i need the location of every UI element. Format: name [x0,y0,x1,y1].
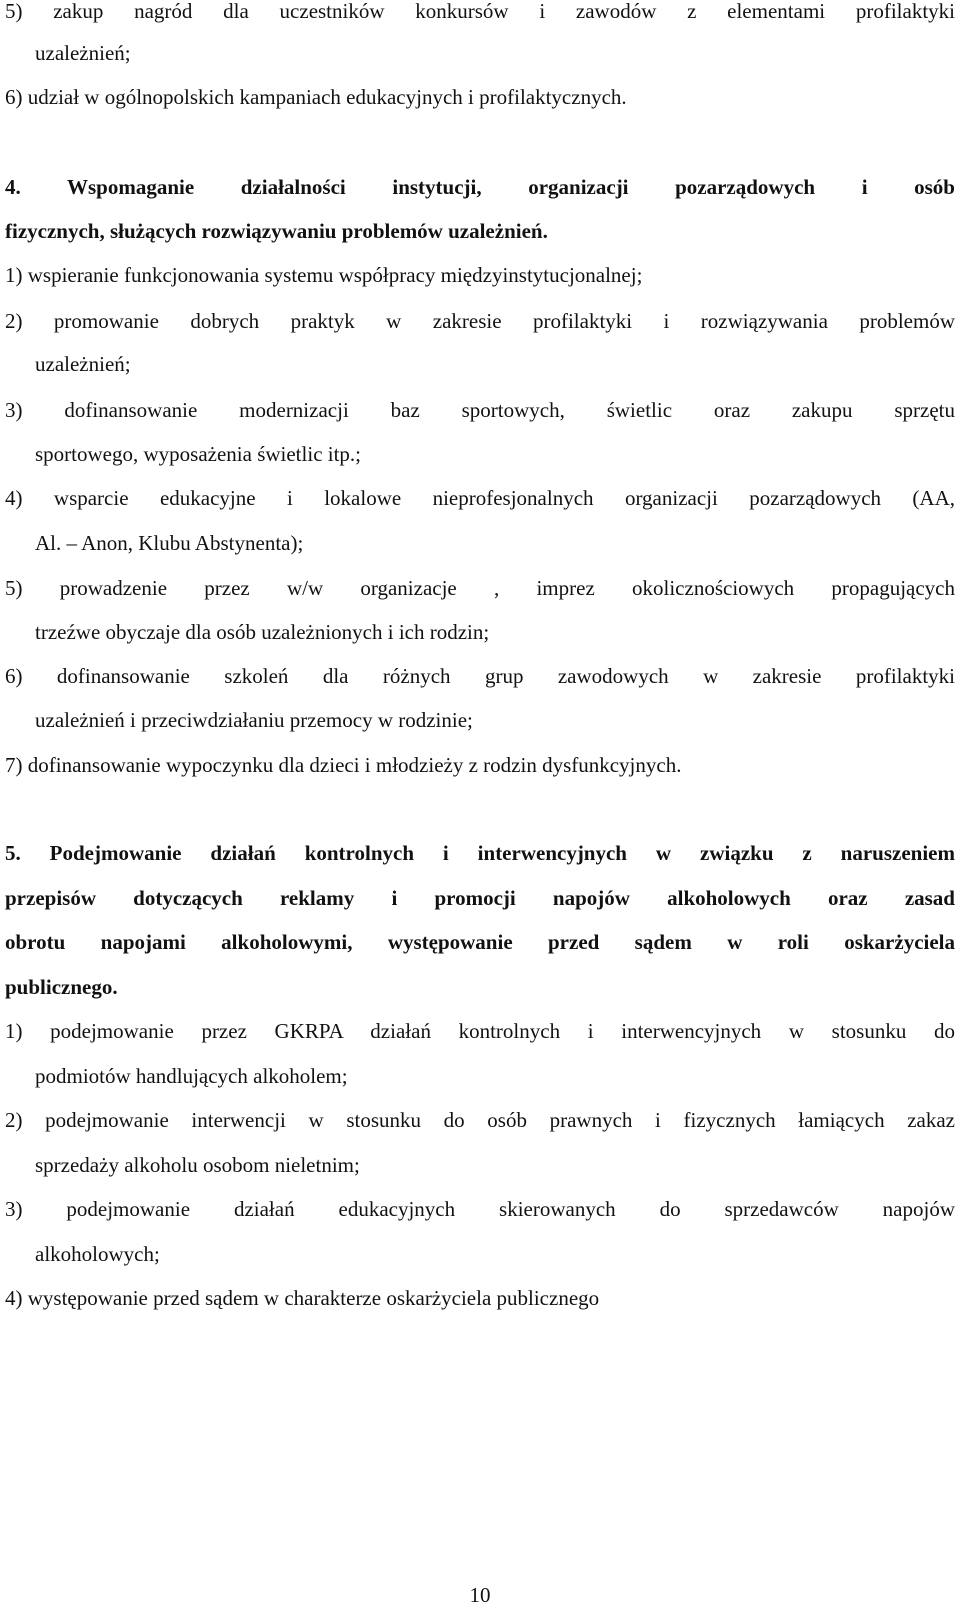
list-item-text: 2) podejmowanie interwencji w stosunku do osób prawnych i fizycznych łamiących zakaz [5,1108,955,1132]
list-item-text: Al. – Anon, Klubu Abstynenta); [35,531,304,555]
section-5-heading: obrotu napojami alkoholowymi, występowanie przed sądem w roli oskarżyciela [5,930,955,954]
list-item-text: 1) podejmowanie przez GKRPA działań kontrolnych i interwencyjnych w stosunku do [5,1019,955,1043]
list-item-text: sportowego, wyposażenia świetlic itp.; [35,442,362,466]
list-item-text: sprzedaży alkoholu osobom nieletnim; [35,1153,360,1177]
list-item-text: 1) wspieranie funkcjonowania systemu współpracy międzyinstytucjonalnej; [5,263,643,287]
list-item-text: 4) występowanie przed sądem w charakterze oskarżyciela publicznego [5,1286,600,1310]
page-number: 10 [469,1583,491,1607]
list-item-text: podmiotów handlujących alkoholem; [35,1064,348,1088]
list-item-text: 2) promowanie dobrych praktyk w zakresie profilaktyki i rozwiązywania problemów [5,309,955,333]
section-5-heading: 5. Podejmowanie działań kontrolnych i interwencyjnych w związku z naruszeniem [5,841,955,865]
list-item-text: 5) prowadzenie przez w/w organizacje , imprez okolicznościowych propagujących [5,576,955,600]
section-4-heading: 4. Wspomaganie działalności instytucji, organizacji pozarządowych i osób [5,175,955,199]
list-item-text: uzależnień; [35,41,131,65]
section-5-heading: przepisów dotyczących reklamy i promocji napojów alkoholowych oraz zasad [5,886,955,910]
list-item-text: alkoholowych; [35,1242,160,1266]
list-item-text: 6) udział w ogólnopolskich kampaniach edukacyjnych i profilaktycznych. [5,85,627,109]
list-item-text: 3) podejmowanie działań edukacyjnych skierowanych do sprzedawców napojów [5,1197,955,1221]
list-item-text: trzeźwe obyczaje dla osób uzależnionych i ich rodzin; [35,620,490,644]
list-item-text: 4) wsparcie edukacyjne i lokalowe nieprofesjonalnych organizacji pozarządowych (AA, [5,486,955,510]
list-item-text: uzależnień i przeciwdziałaniu przemocy w rodzinie; [35,708,473,732]
list-item-text: 6) dofinansowanie szkoleń dla różnych grup zawodowych w zakresie profilaktyki [5,664,955,688]
list-item-text: 7) dofinansowanie wypoczynku dla dzieci i młodzieży z rodzin dysfunkcyjnych. [5,753,682,777]
list-item-text: 3) dofinansowanie modernizacji baz sportowych, świetlic oraz zakupu sprzętu [5,398,955,422]
list-item-text: 5) zakup nagród dla uczestników konkursów i zawodów z elementami profilaktyki [5,0,955,23]
section-4-heading: fizycznych, służących rozwiązywaniu problemów uzależnień. [5,219,548,243]
list-item-text: uzależnień; [35,352,131,376]
section-5-heading: publicznego. [5,975,118,999]
